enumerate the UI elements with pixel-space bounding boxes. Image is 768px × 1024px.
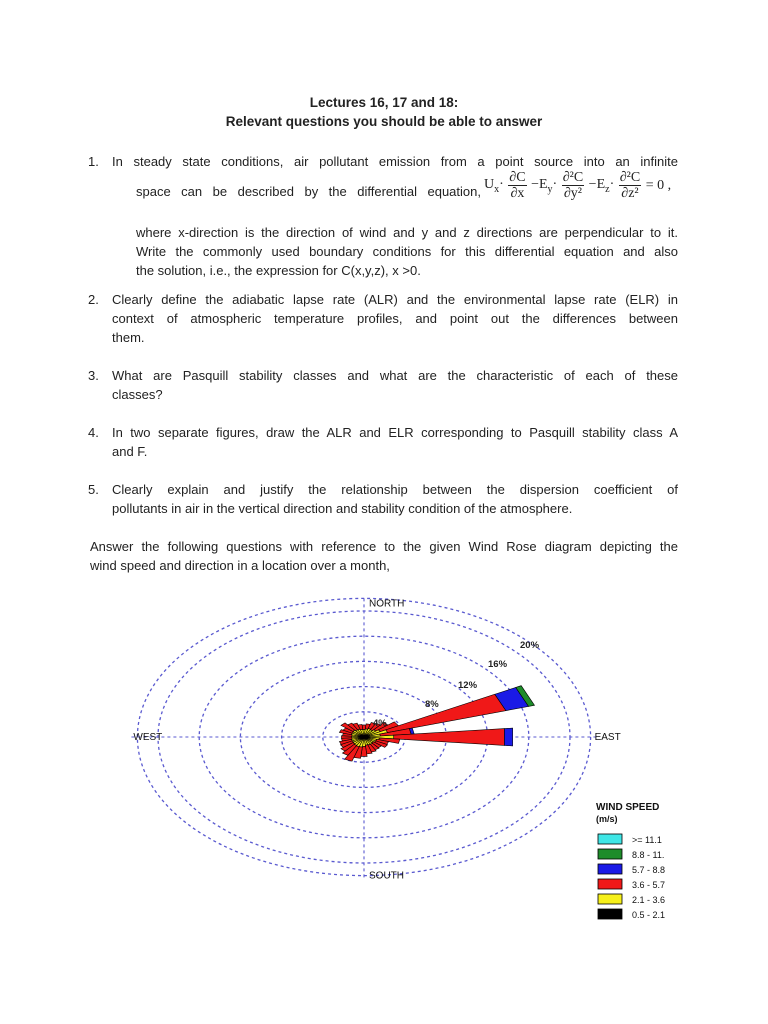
question-number: 4. <box>88 425 99 440</box>
compass-label: SOUTH <box>369 870 404 882</box>
legend-title: WIND SPEED <box>596 802 660 813</box>
compass-label: EAST <box>594 732 621 743</box>
question-text: In steady state conditions, air pollutant emission from a point source into an infinite <box>112 154 678 169</box>
question-number: 1. <box>88 154 99 169</box>
question-number: 3. <box>88 368 99 383</box>
legend-swatch <box>598 834 622 844</box>
legend-swatch <box>598 849 622 859</box>
petal-segment <box>386 694 506 732</box>
legend-swatch <box>598 894 622 904</box>
legend-label: 8.8 - 11. <box>632 850 665 860</box>
legend-units: (m/s) <box>596 814 618 824</box>
petal-segment <box>504 728 512 746</box>
legend-label: 0.5 - 2.1 <box>632 910 666 920</box>
ring-label: 4% <box>373 718 387 729</box>
ring-label: 16% <box>488 659 508 670</box>
answer-intro: Answer the following questions with reference to the given Wind Rose diagram depicting the wind speed and direction in a location over a month, <box>90 539 678 573</box>
question-number: 2. <box>88 292 99 307</box>
ring-label: 20% <box>520 640 540 651</box>
compass-label: NORTH <box>369 598 405 610</box>
compass-label: WEST <box>133 732 163 743</box>
question-2: 2. Clearly define the adiabatic lapse rate (ALR) and the environmental lapse rate (ELR) in context of atmospheric temperature profiles, and point out the differences between them. <box>88 292 678 345</box>
fraction-d2c-dy2: $\frac{\text{∂²C}}{\text{∂y²}}$ <box>562 170 584 201</box>
question-3: 3. What are Pasquill stability classes and what are the characteristic of each of these classes? <box>88 368 678 402</box>
legend-swatch <box>598 864 622 874</box>
ring-label: 8% <box>425 699 439 710</box>
legend-label: 3.6 - 5.7 <box>632 880 666 890</box>
legend-swatch <box>598 909 622 919</box>
question-number: 5. <box>88 482 99 497</box>
ring-label: 12% <box>458 680 478 691</box>
question-4: 4. In two separate figures, draw the ALR and ELR corresponding to Pasquill stability class A and F. <box>88 425 678 459</box>
legend-label: 5.7 - 8.8 <box>632 865 666 875</box>
legend-swatch <box>598 879 622 889</box>
differential-equation: $U_x\cdot$ $\frac{\partial C}{\partial x}$ $-E_y\cdot$ $\frac{\text{∂²C}}{\text{∂y²}}$ $-E_z\cdot$ $\frac{\text{∂²C}}{\text{∂z²}}$ = 0 , <box>484 170 672 201</box>
question-text: space can be described by the differential equation, <box>136 184 481 199</box>
legend-label: >= 11.1 <box>632 835 662 845</box>
fraction-dc-dx: $\frac{\partial C}{\partial x}$ <box>509 170 526 201</box>
legend-label: 2.1 - 3.6 <box>632 895 666 905</box>
question-1-continued: where x-direction is the direction of wind and y and z directions are perpendicular to it. Write the commonly used boundary conditions for this differential equation and also the solution, i.e., the expression for C(x,y,z), x >0. <box>136 225 678 278</box>
fraction-d2c-dz2: $\frac{\text{∂²C}}{\text{∂z²}}$ <box>619 170 641 201</box>
question-1 <box>88 152 678 171</box>
page-subtitle: Relevant questions you should be able to answer <box>225 114 543 129</box>
page-title: Lectures 16, 17 and 18: <box>309 95 459 110</box>
question-5: 5. Clearly explain and justify the relationship between the dispersion coefficient of pollutants in air in the vertical direction and stability condition of the atmosphere. <box>88 482 678 516</box>
wind-rose-chart <box>0 584 768 1024</box>
